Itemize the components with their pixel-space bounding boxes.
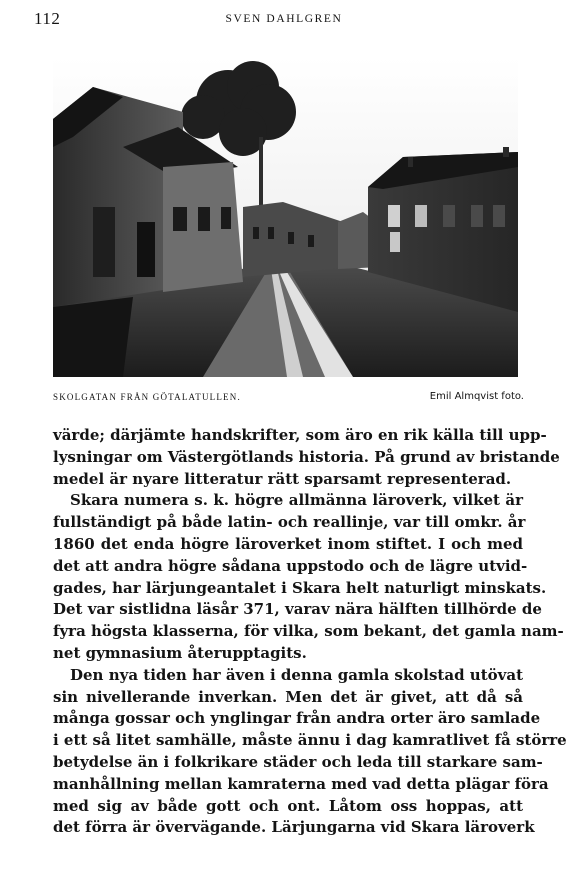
street-photograph <box>53 57 518 377</box>
text-line: Det var sistlidna läsår 371, varav nära hälften tillhörde de <box>53 600 542 619</box>
text-line: många gossar och ynglingar från andra orter äro samlade <box>53 709 541 728</box>
text-line: värde; därjämte handskrifter, som äro en rik källa till upp- <box>53 426 547 444</box>
text-line: Skara numera s. k. högre allmänna läroverk, vilket är <box>70 491 523 510</box>
text-line: manhållning mellan kamraterna med vad detta plägar föra <box>53 774 549 793</box>
text-line: med sig av både gott och ont. Låtom oss hoppas, att <box>53 796 523 815</box>
text-line: lysningar om Västergötlands historia. På grund av bristande <box>53 447 560 466</box>
text-line: i ett så litet samhälle, måste ännu i dag kamratlivet få större <box>53 731 567 750</box>
figure-caption: SKOLGATAN FRÅN GÖTALATULLEN. <box>53 392 241 402</box>
text-line: medel är nyare litteratur rätt sparsamt representerad. <box>53 469 512 488</box>
text-line: sin nivellerande inverkan. Men det är givet, att då så <box>53 687 523 706</box>
text-line: net gymnasium återupptagits. <box>53 643 307 662</box>
text-line: det att andra högre sådana uppstodo och de lägre utvid- <box>53 556 528 575</box>
text-line: betydelse än i folkrikare städer och leda till starkare sam- <box>53 752 543 771</box>
page-number: 112 <box>34 9 61 28</box>
photo-credit: Emil Almqvist foto. <box>429 391 524 402</box>
text-line: gades, har lärjungeantalet i Skara helt naturligt minskats. <box>53 578 547 597</box>
body-text <box>53 425 567 839</box>
text-line: fyra högsta klasserna, för vilka, som bekant, det gamla nam- <box>53 622 564 641</box>
text-line: fullständigt på både latin- och reallinje, var till omkr. år <box>53 513 526 532</box>
text-line: Den nya tiden har även i denna gamla skolstad utövat <box>70 665 523 684</box>
running-head: SVEN DAHLGREN <box>225 13 343 25</box>
text-line: det förra är övervägande. Lärjungarna vid Skara läroverk <box>53 818 535 837</box>
text-line: 1860 det enda högre läroverket inom stiftet. I och med <box>53 534 523 553</box>
